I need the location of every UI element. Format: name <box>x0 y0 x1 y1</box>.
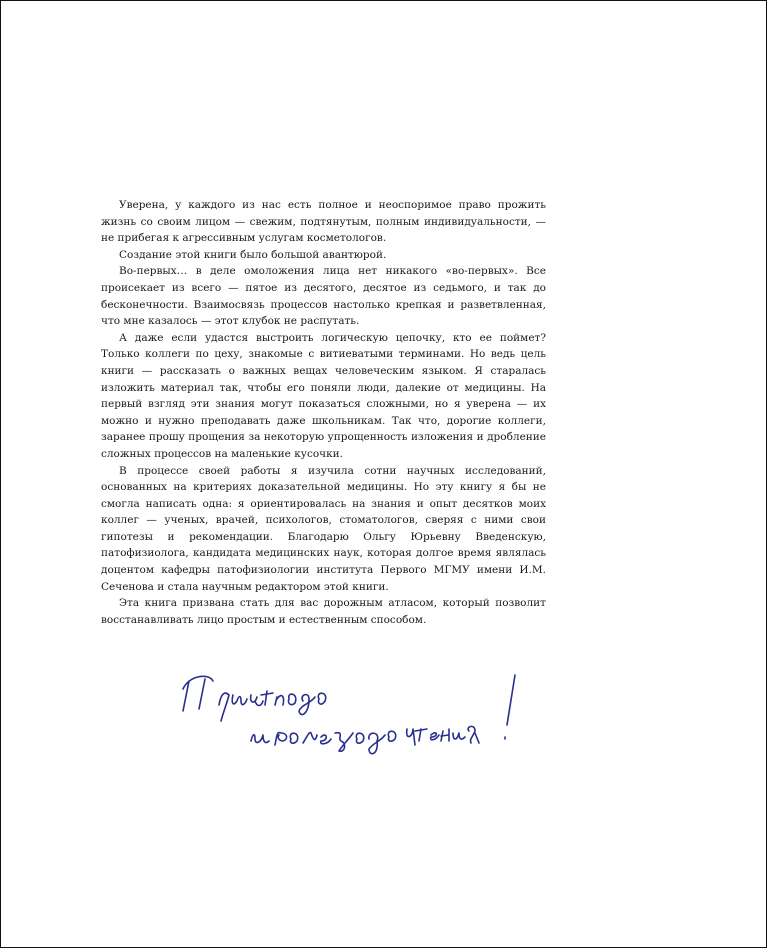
signature-drawing <box>169 661 549 757</box>
paragraph-adventure: Создание этой книги было большой авантюрой. <box>119 248 387 261</box>
paragraph-research: В процессе своей работы я изучила сотни научных исследований, основанных на критериях доказательной медицины. Но эту книгу я бы не смогла написать одна: я ориентировалась на знания и опыт десятков моих коллег — ученых, врачей, психологов, стоматологов, сверяя с ними свои гипотезы и рекомендации. Благодарю Ольгу Юрьевну Введенскую, патофизиолога, кандидата медицинских наук, которая долгое время являлась доцентом кафедры патофизиологии института Первого МГМУ имени И.М. Сеченова и стала научным редактором этой книги. <box>101 464 546 593</box>
paragraph-logic-chain: А даже если удастся выстроить логическую цепочку, кто ее поймет? Только коллеги по цеху, знакомые с витиеватыми терминами. Но ведь цель книги — рассказать о важных вещах человеческим языком. Я старалась изложить материал так, чтобы его поняли люди, далекие от медицины. На первый взгляд эти знания могут показаться сложными, но я уверена — их можно и нужно преподавать даже школьникам. Так что, дорогие коллеги, заранее прошу прощения за некоторую упрощенность изложения и дробление сложных процессов на маленькие кусочки. <box>101 331 546 460</box>
handwritten-signature <box>169 661 549 757</box>
paragraph-firstly: Во-первых… в деле омоложения лица нет никакого «во-первых». Все происекает из всего — пятое из десятого, десятое из седьмого, и так до бесконечности. Взаимосвязь процессов настолько крепкая и разветвленная, что мне казалось — этот клубок не распутать. <box>101 265 546 328</box>
paragraph-intro: Уверена, у каждого из нас есть полное и неоспоримое право прожить жизнь со своим лицом — свежим, подтянутым, полным индивидуальности, — не прибегая к агрессивным услугам косметологов. <box>101 199 546 245</box>
paragraph-atlas: Эта книга призвана стать для вас дорожным атласом, который позволит восстанавливать лицо простым и естественным способом. <box>101 597 546 626</box>
body-text <box>101 197 546 628</box>
